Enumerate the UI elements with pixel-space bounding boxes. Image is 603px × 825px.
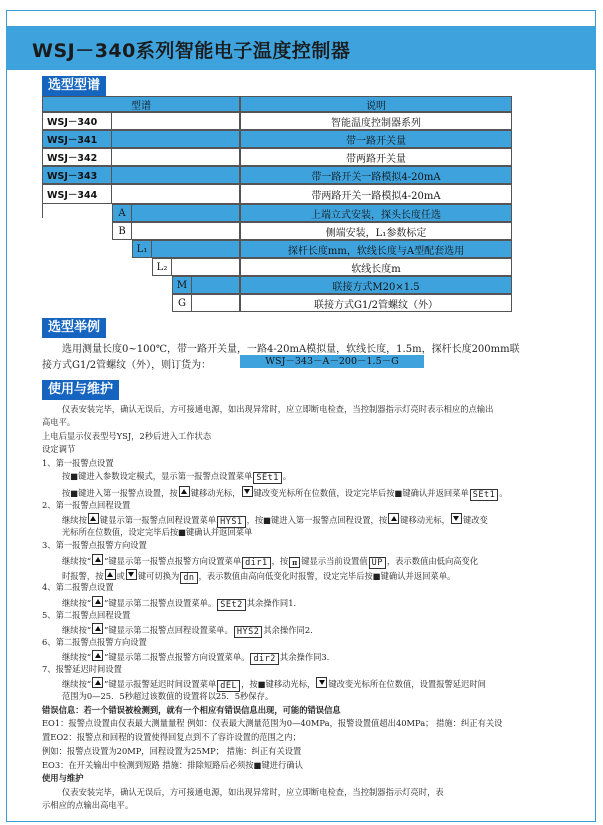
step-4a: 继续按“ ”键显示第二报警点设置菜单。 SEt2 其余操作同1. — [62, 598, 297, 610]
step-2a: 继续按 键显示第一报警点回程设置菜单 HYS1 ，按■键进入第一报警点回程设置，按 键移动光标， 键改变 — [62, 515, 488, 527]
model-code: WSJ－342 — [42, 148, 112, 166]
step-3b: 时报警，按 或 键可切换为 dn ，表示数值由高向低变化时报警，设定完毕后按■键确认并返回菜单。 — [62, 571, 456, 583]
error-3: 例如：报警点设置为20MP，回程设置为25MP； 措施：纠正有关设置 — [42, 746, 302, 756]
down-arrow-key-icon — [242, 486, 253, 497]
display-del: dEL — [217, 680, 240, 692]
display-dir2: dir2 — [250, 653, 278, 665]
step-7a: 继续按“ ”键显示报警延迟时间设置菜单 dEL ，按■键移动光标， 键改变光标所在位数值，设置报警延迟时间 — [62, 679, 486, 691]
model-code: WSJ－344 — [42, 184, 112, 204]
usage-p1b: 高电平。 — [42, 417, 76, 427]
usage-p2: 上电后显示仪表型号YSJ，2秒后进入工作状态 — [42, 431, 212, 441]
usage-p9a: 仪表安装完毕，确认无误后，方可接通电源，如出现异常时，应立即断电检查，当控制器指示灯亮时，表 — [62, 787, 444, 797]
page-title: WSJ－340系列智能电子温度控制器 — [32, 40, 351, 62]
display-up: UP — [369, 557, 386, 569]
model-code: WSJ－340 — [42, 112, 112, 130]
display-dn: dn — [180, 572, 197, 584]
option-code: L₂ — [152, 258, 172, 276]
step-5-title: 5、第二报警点回程设置 — [42, 610, 131, 620]
usage-subtitle: 使用与维护 — [42, 773, 84, 783]
option-code: L₁ — [132, 240, 152, 258]
display-set1: SEt1 — [470, 489, 498, 501]
step-3-title: 3、第一报警点报警方向设置 — [42, 540, 147, 550]
error-title: 错误信息：若一个错误被检测到，就有一个相应有错误信息出现，可能的错误信息 — [42, 705, 341, 715]
model-desc: 智能温度控制器系列 — [240, 112, 512, 130]
up-arrow-key-icon — [92, 554, 103, 565]
step-3a: 继续按“ ”键显示第一报警点报警方向设置菜单 dir1 ，按 π 键显示当前设置值 UP ，表示数值由低向高变化 — [62, 556, 479, 568]
display-set1: SEt1 — [253, 472, 281, 484]
error-1: EO1：报警点设置由仪表最大测量量程 例如：仪表最大测量范围为0—40MPa，报警设置值超出40MPa； 措施：纠正有关设 — [42, 718, 503, 728]
up-arrow-key-icon — [105, 569, 116, 580]
option-desc: 联接方式M20×1.5 — [240, 276, 512, 294]
step-6-title: 6、第二报警点报警方向设置 — [42, 637, 147, 647]
header-model: 型谱 — [42, 96, 240, 112]
step-1-title: 1、第一报警点设置 — [42, 458, 114, 468]
option-code: M — [172, 276, 192, 294]
step-2b: 光标所在位数值，设定完毕后按■键确认并返回菜单 — [62, 527, 253, 537]
up-arrow-key-icon — [179, 486, 190, 497]
display-set2: SEt2 — [217, 599, 245, 611]
header-desc: 说明 — [240, 96, 512, 112]
model-desc: 带一路开关一路模拟4-20mA — [240, 166, 512, 184]
option-code: A — [112, 204, 132, 222]
model-desc: 带两路开关量 — [240, 148, 512, 166]
model-code: WSJ－343 — [42, 166, 112, 184]
up-arrow-key-icon — [92, 596, 103, 607]
step-7-title: 7、报警延迟时间设置 — [42, 664, 122, 674]
up-arrow-key-icon — [388, 513, 399, 524]
display-hys2: HYS2 — [234, 626, 262, 638]
down-arrow-key-icon — [126, 569, 137, 580]
model-code: WSJ－341 — [42, 130, 112, 148]
down-arrow-key-icon — [316, 677, 327, 688]
option-code: B — [112, 222, 132, 240]
section-usage: 使用与维护 — [42, 380, 119, 400]
title-banner — [6, 26, 596, 70]
usage-p3: 设定调节 — [42, 444, 76, 454]
option-desc: 软线长度m — [240, 258, 512, 276]
option-desc: 联接方式G1/2管螺纹（外） — [240, 294, 512, 312]
step-2-title: 2、第一报警点回程设置 — [42, 500, 131, 510]
usage-p9b: 示相应的点输出高电平。 — [42, 800, 134, 810]
model-desc: 带两路开关一路模拟4-20mA — [240, 184, 512, 204]
example-line-1: 选用测量长度0~100℃，带一路开关量，一路4-20mA模拟量，软线长度，1.5m，探杆长度200mm联 — [62, 344, 520, 355]
up-arrow-key-icon — [88, 513, 99, 524]
example-line-2: 接方式G1/2管螺纹（外），则订货为： — [42, 360, 212, 371]
down-arrow-key-icon — [451, 513, 462, 524]
step-4-title: 4、第二报警点设置 — [42, 582, 114, 592]
error-2: 置EO2：报警点和回程的设置使得回复点到不了容许设置的范围之内； — [42, 732, 301, 742]
option-desc: 上端立式安装，探头长度任选 — [240, 204, 512, 222]
section-model-spectrum: 选型型谱 — [42, 76, 106, 96]
display-hys1: HYS1 — [217, 516, 245, 528]
section-example: 选型举例 — [42, 318, 106, 338]
up-arrow-key-icon — [92, 650, 103, 661]
option-code: G — [172, 294, 192, 312]
step-7b: 范围为0—25．5秒超过该数值的设置将以25．5秒保存。 — [62, 691, 274, 701]
error-4: EO3：在开关输出中检测到短路 措施：排除短路后必须按■键进行确认 — [42, 760, 303, 770]
display-dir1: dir1 — [242, 557, 270, 569]
up-arrow-key-icon — [92, 623, 103, 634]
option-desc: 侧端安装，L₁参数标定 — [240, 222, 512, 240]
shift-key-icon: π — [289, 557, 300, 568]
step-6a: 继续按“ ”键显示第二报警点报警方向设置菜单。 dir2 其余操作同3. — [62, 652, 330, 664]
step-1a: 按■键进入参数设定模式，显示第一报警点设置菜单 SEt1 。 — [62, 471, 292, 483]
model-desc: 带一路开关量 — [240, 130, 512, 148]
step-5a: 继续按“ ”键显示第二报警点回程设置菜单。 HYS2 其余操作同2. — [62, 625, 313, 637]
usage-p1a: 仪表安装完毕，确认无误后，方可接通电源，如出现异常时，应立即断电检查，当控制器指示灯亮时表示相应的点输出 — [62, 404, 494, 414]
up-arrow-key-icon — [92, 677, 103, 688]
step-1b: 按■键进入第一报警点设置，按 键移动光标， 键改变光标所在位数值，设定完毕后按■键确认并返回菜单 SEt1 。 — [62, 488, 508, 500]
order-code: WSJ－343－A－200－1.5－G — [240, 355, 424, 368]
option-desc: 探杆长度mm，软线长度与A型配套选用 — [240, 240, 512, 258]
